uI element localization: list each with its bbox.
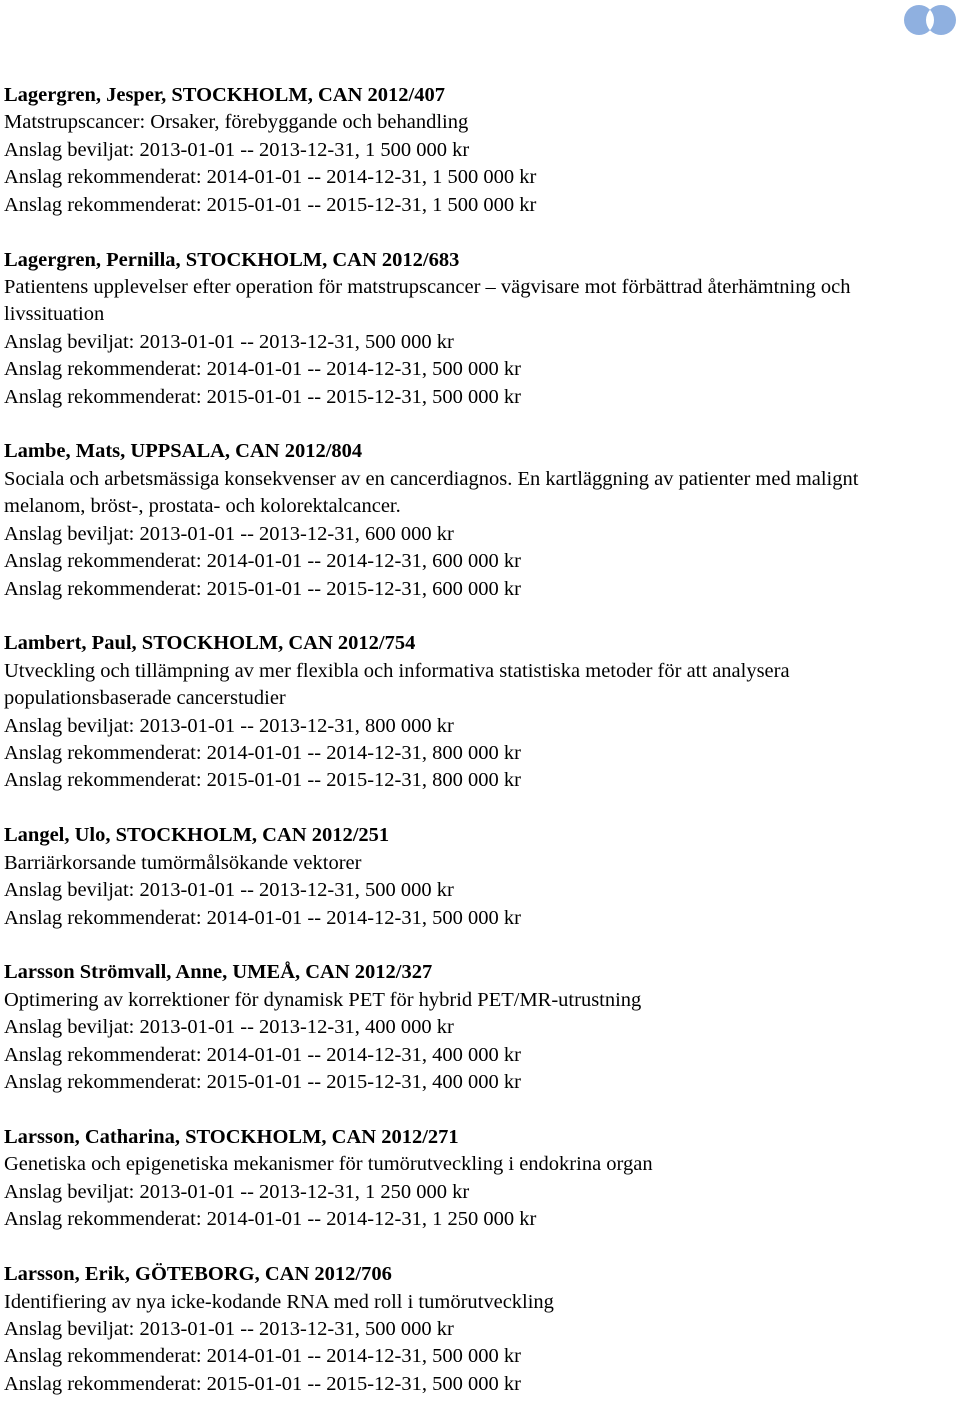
- grant-heading: Lagergren, Pernilla, STOCKHOLM, CAN 2012/683: [4, 248, 460, 271]
- grant-line: Anslag rekommenderat: 2015-01-01 -- 2015-12-31, 400 000 kr: [4, 1071, 521, 1094]
- grant-line: Anslag rekommenderat: 2015-01-01 -- 2015-12-31, 1 500 000 kr: [4, 193, 537, 216]
- grant-entry: [4, 247, 954, 411]
- grant-heading: Larsson, Catharina, STOCKHOLM, CAN 2012/271: [4, 1126, 459, 1148]
- project-title: Barriärkorsande tumörmålsökande vektorer: [4, 851, 362, 874]
- grant-heading: Larsson, Erik, GÖTEBORG, CAN 2012/706: [4, 1263, 392, 1286]
- grant-heading: Lambe, Mats, UPPSALA, CAN 2012/804: [4, 440, 363, 463]
- grant-entry: [4, 630, 954, 794]
- grant-line: Anslag rekommenderat: 2014-01-01 -- 2014-12-31, 1 500 000 kr: [4, 166, 537, 189]
- grant-line: Anslag rekommenderat: 2015-01-01 -- 2015-12-31, 800 000 kr: [4, 769, 521, 792]
- grant-heading: Langel, Ulo, STOCKHOLM, CAN 2012/251: [4, 824, 390, 847]
- project-title: Identifiering av nya icke-kodande RNA med roll i tumörutveckling: [4, 1290, 554, 1313]
- grant-entry: [4, 1261, 954, 1398]
- project-title: Patientens upplevelser efter operation för matstrupscancer – vägvisare mot förbättrad återhämtning och livssituation: [4, 275, 851, 326]
- grant-entry: [4, 82, 954, 219]
- project-title: Utveckling och tillämpning av mer flexibla och informativa statistiska metoder för att analysera populationsbaserade cancerstudier: [4, 659, 790, 710]
- grant-entry: [4, 438, 954, 602]
- grant-line: Anslag rekommenderat: 2014-01-01 -- 2014-12-31, 500 000 kr: [4, 1345, 521, 1368]
- grant-line: Anslag beviljat: 2013-01-01 -- 2013-12-31, 500 000 kr: [4, 330, 454, 353]
- grant-line: Anslag rekommenderat: 2014-01-01 -- 2014-12-31, 1 250 000 kr: [4, 1208, 537, 1231]
- grant-heading: Lagergren, Jesper, STOCKHOLM, CAN 2012/407: [4, 84, 445, 106]
- grant-line: Anslag rekommenderat: 2015-01-01 -- 2015-12-31, 500 000 kr: [4, 385, 521, 408]
- project-title: Matstrupscancer: Orsaker, förebyggande och behandling: [4, 111, 469, 134]
- grant-line: Anslag rekommenderat: 2014-01-01 -- 2014-12-31, 400 000 kr: [4, 1043, 521, 1066]
- grant-list: [4, 82, 954, 1426]
- project-title: Genetiska och epigenetiska mekanismer för tumörutveckling i endokrina organ: [4, 1153, 653, 1176]
- overlapping-circles-logo-icon: [902, 1, 960, 39]
- grant-line: Anslag beviljat: 2013-01-01 -- 2013-12-31, 800 000 kr: [4, 714, 454, 737]
- grant-line: Anslag beviljat: 2013-01-01 -- 2013-12-31, 1 250 000 kr: [4, 1180, 470, 1203]
- grant-line: Anslag beviljat: 2013-01-01 -- 2013-12-31, 500 000 kr: [4, 1317, 454, 1340]
- grant-line: Anslag rekommenderat: 2014-01-01 -- 2014-12-31, 800 000 kr: [4, 742, 521, 765]
- project-title: Sociala och arbetsmässiga konsekvenser av en cancerdiagnos. En kartläggning av patienter med malignt melanom, bröst-, prostata- och kolorektalcancer.: [4, 467, 859, 518]
- grant-line: Anslag beviljat: 2013-01-01 -- 2013-12-31, 600 000 kr: [4, 522, 454, 545]
- grant-heading: Lambert, Paul, STOCKHOLM, CAN 2012/754: [4, 632, 416, 655]
- grant-line: Anslag rekommenderat: 2014-01-01 -- 2014-12-31, 600 000 kr: [4, 550, 521, 573]
- grant-line: Anslag beviljat: 2013-01-01 -- 2013-12-31, 1 500 000 kr: [4, 138, 470, 161]
- grant-entry: [4, 959, 954, 1096]
- grant-line: Anslag beviljat: 2013-01-01 -- 2013-12-31, 500 000 kr: [4, 879, 454, 902]
- grant-line: Anslag rekommenderat: 2014-01-01 -- 2014-12-31, 500 000 kr: [4, 358, 521, 381]
- grant-heading: Larsson Strömvall, Anne, UMEÅ, CAN 2012/327: [4, 961, 433, 984]
- project-title: Optimering av korrektioner för dynamisk PET för hybrid PET/MR-utrustning: [4, 988, 642, 1011]
- grant-line: Anslag rekommenderat: 2015-01-01 -- 2015-12-31, 500 000 kr: [4, 1372, 521, 1395]
- grant-line: Anslag rekommenderat: 2015-01-01 -- 2015-12-31, 600 000 kr: [4, 577, 521, 600]
- grant-line: Anslag rekommenderat: 2014-01-01 -- 2014-12-31, 500 000 kr: [4, 906, 521, 929]
- grant-entry: [4, 1124, 954, 1234]
- grant-line: Anslag beviljat: 2013-01-01 -- 2013-12-31, 400 000 kr: [4, 1016, 454, 1039]
- grant-entry: [4, 822, 954, 932]
